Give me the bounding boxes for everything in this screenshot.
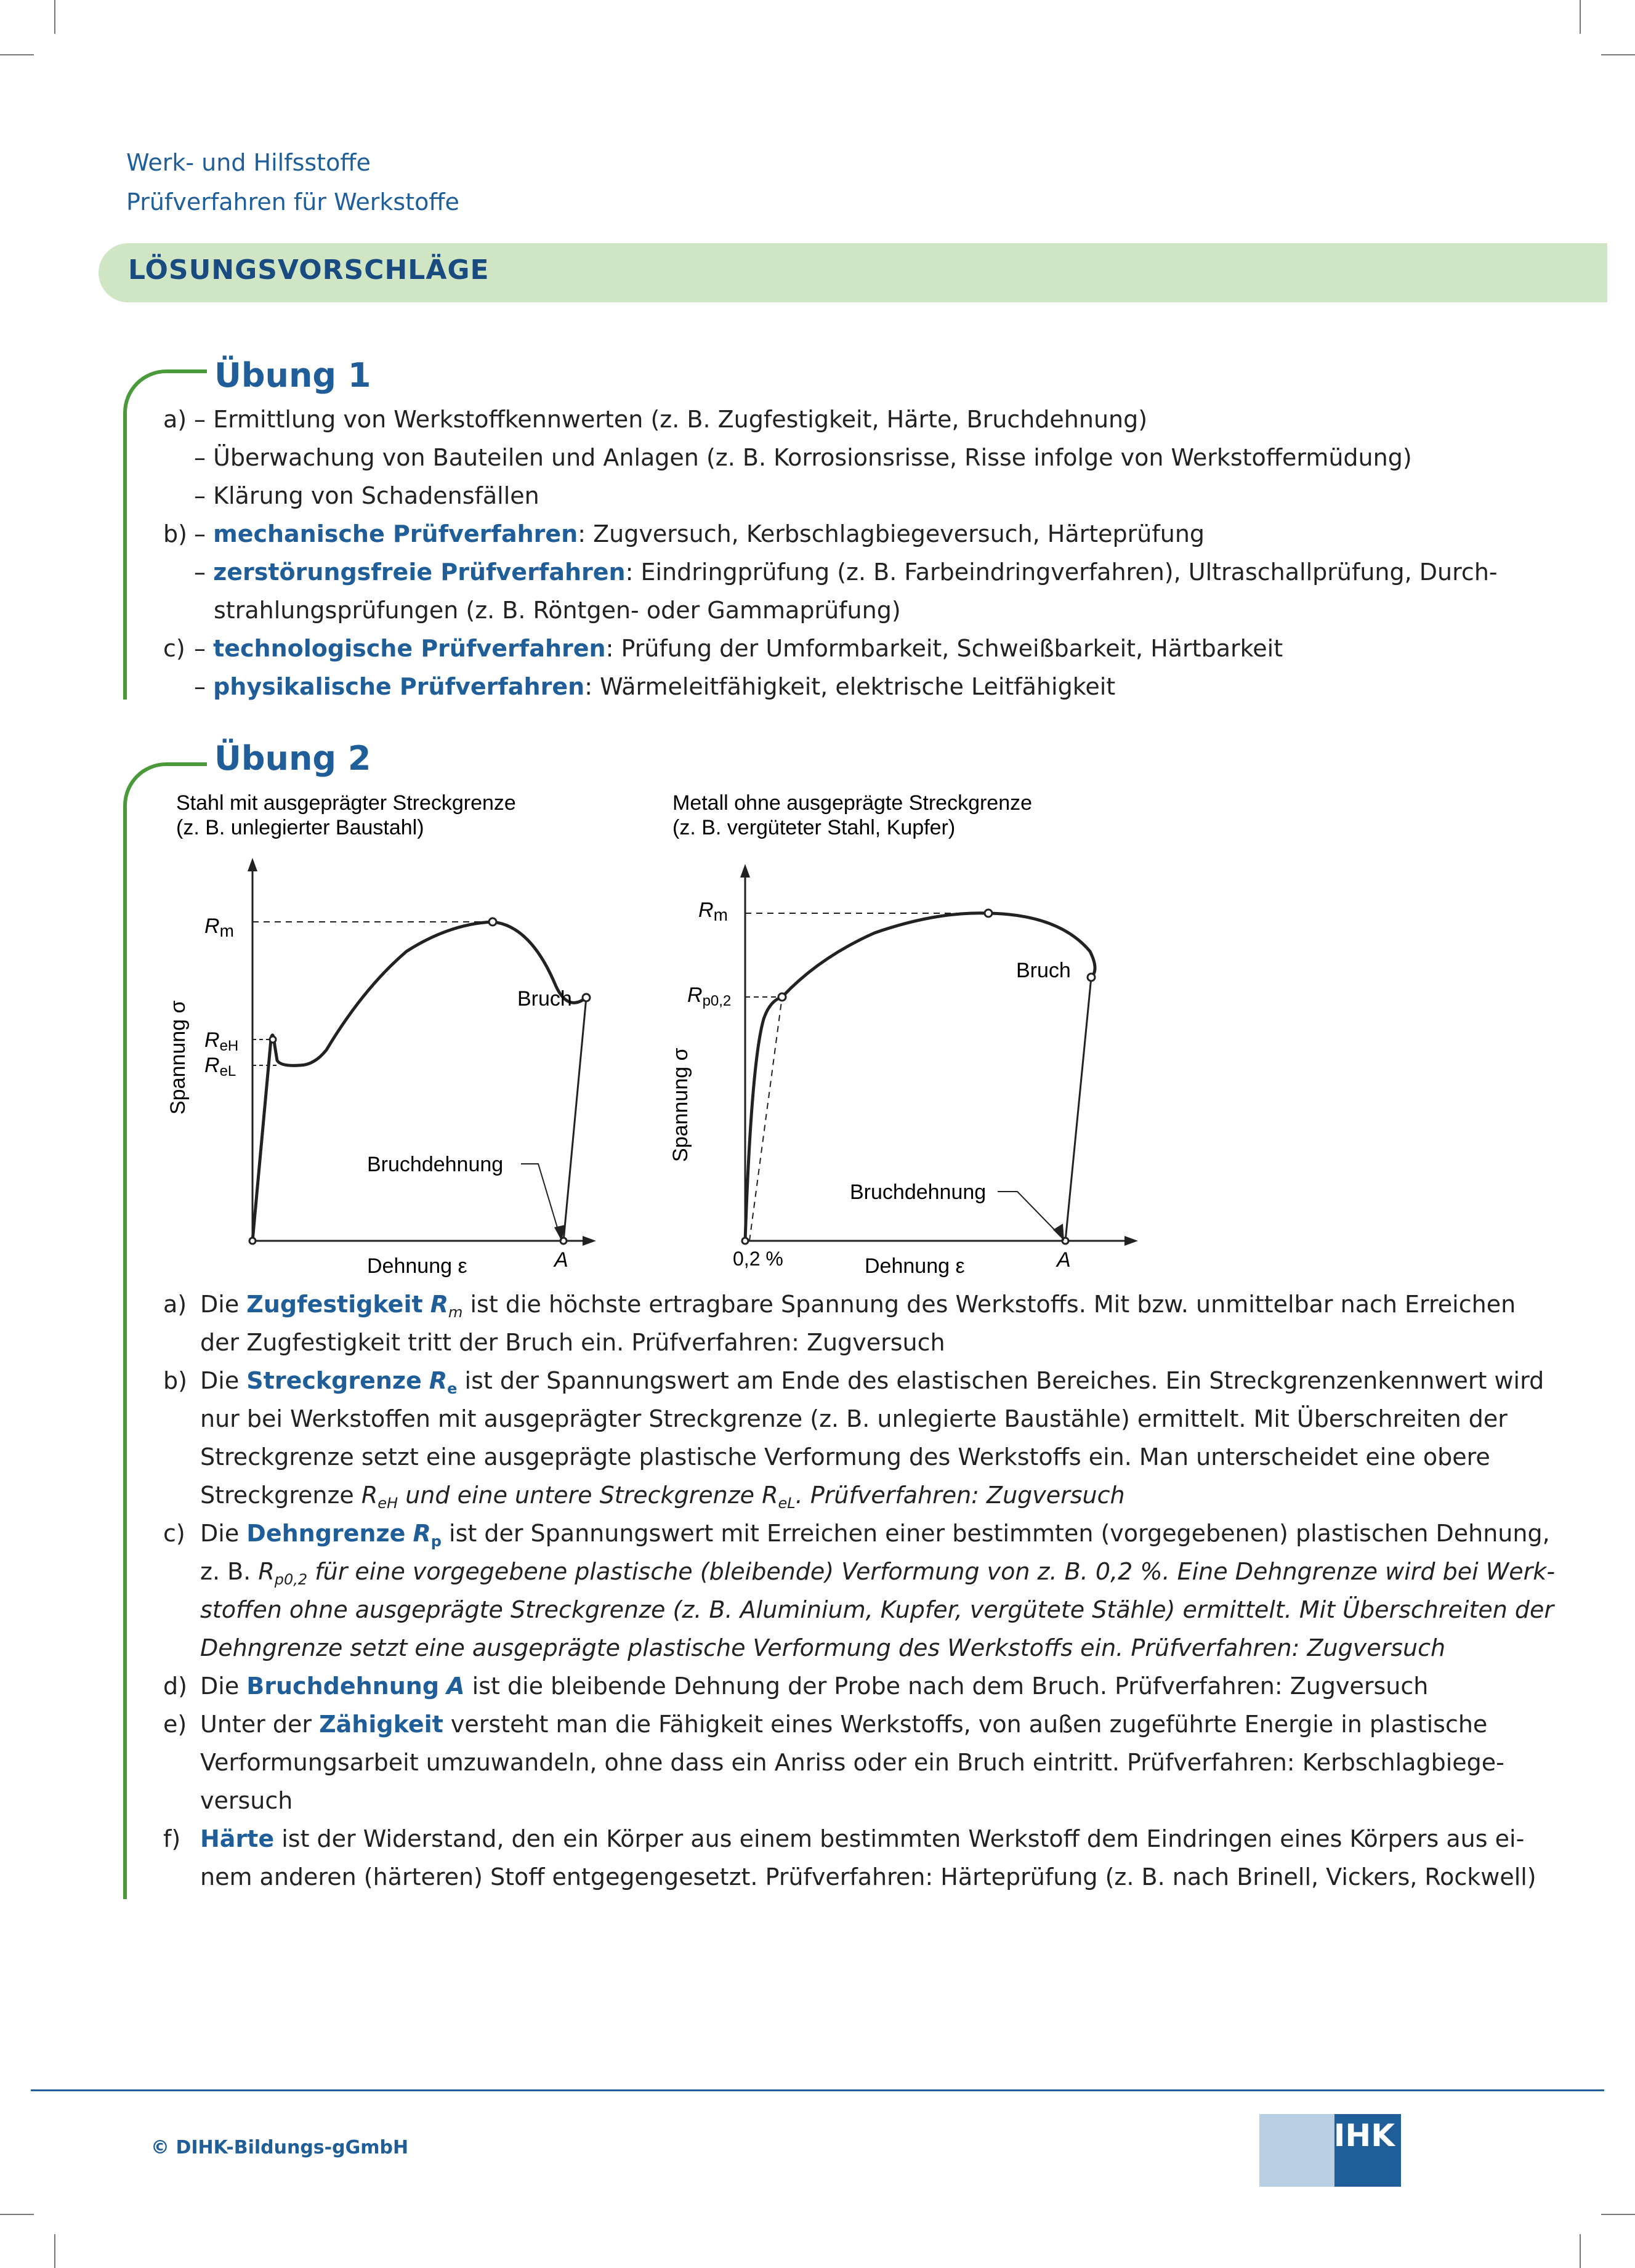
- item-c-label: c): [163, 1520, 185, 1547]
- x-axis-label: Dehnung ε: [865, 1254, 965, 1278]
- y-axis-arrow: [740, 864, 750, 878]
- stress-strain-diagram-left: [160, 785, 604, 1290]
- diagram-left-title-2: (z. B. unlegierter Baustahl): [176, 816, 424, 839]
- item-c-label: c): [163, 635, 185, 662]
- item-c-line-2: – physikalische Prüfverfahren: Wärmeleitfähigkeit, elektrische Leitfähigkeit: [194, 673, 1116, 700]
- item-b-line-2: nur bei Werkstoffen mit ausgeprägter Streckgrenze (z. B. unlegierte Baustähle) ermittelt. Mit Überschreiten der: [200, 1405, 1508, 1432]
- bruchdehnung-arrowhead: [1053, 1224, 1064, 1241]
- bruchdehnung-label: Bruchdehnung: [367, 1153, 504, 1176]
- rp-label: Rp0,2: [687, 983, 732, 1009]
- item-f-line-1: Härte ist der Widerstand, den ein Körper aus einem bestimmten Werkstoff dem Eindringen eines Körpers aus ei-: [200, 1825, 1525, 1852]
- reh-point: [270, 1036, 276, 1043]
- exercise-2-title: Übung 2: [214, 739, 371, 778]
- item-a-label: a): [163, 406, 187, 433]
- rm-point: [985, 910, 992, 917]
- bruch-point: [583, 994, 590, 1001]
- offset-dashed-line: [749, 997, 782, 1241]
- diagram-left-title-1: Stahl mit ausgeprägter Streckgrenze: [176, 791, 516, 815]
- item-a-label: a): [163, 1291, 187, 1318]
- x-axis-label: Dehnung ε: [367, 1254, 467, 1278]
- item-e-label: e): [163, 1711, 187, 1738]
- bruch-point: [1088, 974, 1095, 981]
- bruchdehnung-pointer: [521, 1164, 560, 1238]
- stress-strain-diagram-right: [665, 785, 1158, 1290]
- crop-mark: [1601, 54, 1635, 55]
- y-axis-label: Spannung σ: [166, 1000, 190, 1115]
- offset-label: 0,2 %: [733, 1248, 783, 1270]
- crop-mark: [54, 2234, 55, 2268]
- crop-mark: [1580, 2234, 1581, 2268]
- item-d-label: d): [163, 1673, 187, 1700]
- bruchdehnung-label: Bruchdehnung: [850, 1180, 987, 1204]
- rp-point: [778, 993, 786, 1001]
- origin-point: [249, 1238, 256, 1244]
- item-a-line-1: Die Zugfestigkeit $R_m$ ist die höchste ertragbare Spannung des Werkstoffs. Mit bzw. unmittelbar nach Erreichen: [200, 1291, 1516, 1321]
- footer-divider: [31, 2089, 1604, 2091]
- diagram-right-title-1: Metall ohne ausgeprägte Streckgrenze: [672, 791, 1033, 815]
- y-axis-label: Spannung σ: [669, 1047, 692, 1162]
- ihk-logo-text: IHK: [1333, 2118, 1395, 2153]
- crop-mark: [1601, 2214, 1635, 2215]
- origin-point: [742, 1238, 748, 1244]
- section-banner: [99, 243, 1607, 302]
- reh-label: ReH: [204, 1028, 239, 1054]
- item-a-line-1: – Ermittlung von Werkstoffkennwerten (z. B. Zugfestigkeit, Härte, Bruchdehnung): [194, 406, 1148, 433]
- ihk-logo: [1259, 2114, 1401, 2187]
- item-b-line-3: strahlungsprüfungen (z. B. Röntgen- oder Gammaprüfung): [214, 597, 901, 624]
- item-a-line-3: – Klärung von Schadensfällen: [194, 482, 539, 509]
- item-d-line-1: Die Bruchdehnung A ist die bleibende Dehnung der Probe nach dem Bruch. Prüfverfahren: Zugversuch: [200, 1673, 1429, 1700]
- header-line-1: Werk- und Hilfsstoffe: [126, 149, 371, 176]
- item-a-line-2: der Zugfestigkeit tritt der Bruch ein. Prüfverfahren: Zugversuch: [200, 1329, 945, 1356]
- y-axis-arrow: [248, 858, 257, 871]
- banner-title: LÖSUNGSVORSCHLÄGE: [128, 254, 490, 286]
- item-f-label: f): [163, 1825, 181, 1852]
- bruch-label: Bruch: [1016, 959, 1071, 982]
- item-b-line-1: – mechanische Prüfverfahren: Zugversuch, Kerbschlagbiegeversuch, Härteprüfung: [194, 520, 1205, 547]
- item-e-line-3: versuch: [200, 1787, 293, 1814]
- exercise-1-title: Übung 1: [214, 356, 371, 395]
- a-label: A: [1057, 1248, 1071, 1272]
- item-c-line-2: z. B. $R_{p0,2}$ für eine vorgegebene plastische (bleibende) Verformung von z. B. 0,2 %. Eine Dehngrenze wird bei Werk-: [200, 1558, 1556, 1588]
- item-a-line-2: – Überwachung von Bauteilen und Anlagen (z. B. Korrosionsrisse, Risse infolge von Werkstoffermüdung): [194, 444, 1412, 471]
- item-b-label: b): [163, 1367, 187, 1394]
- item-e-line-2: Verformungsarbeit umzuwandeln, ohne dass ein Anriss oder ein Bruch eintritt. Prüfverfahren: Kerbschlagbiege-: [200, 1749, 1504, 1776]
- rm-label: Rm: [204, 914, 234, 940]
- item-c-line-4: Dehngrenze setzt eine ausgeprägte plastische Verformung des Werkstoffs ein. Prüfverfahren: Zugversuch: [200, 1634, 1446, 1661]
- exercise-1-content: [163, 400, 1498, 708]
- item-e-line-1: Unter der Zähigkeit versteht man die Fähigkeit eines Werkstoffs, von außen zugeführte Energie in plastische: [200, 1711, 1488, 1738]
- rel-label: ReL: [204, 1054, 236, 1080]
- item-b-label: b): [163, 520, 187, 547]
- rm-label: Rm: [698, 898, 728, 924]
- header-line-2: Prüfverfahren für Werkstoffe: [126, 188, 459, 216]
- x-axis-arrow: [583, 1236, 596, 1246]
- elastic-unloading-line: [1065, 977, 1091, 1241]
- crop-mark: [1580, 0, 1581, 34]
- exercise-2-content: [163, 1285, 1556, 1901]
- bruchdehnung-pointer: [998, 1192, 1062, 1238]
- elastic-unloading-line: [563, 998, 586, 1241]
- item-c-line-1: Die Dehngrenze $R_p$ ist der Spannungswert mit Erreichen einer bestimmten (vorgegebenen) plastischen Dehnung,: [200, 1520, 1550, 1550]
- item-c-line-1: – technologische Prüfverfahren: Prüfung der Umformbarkeit, Schweißbarkeit, Härtbarkeit: [194, 635, 1283, 662]
- item-c-line-3: stoffen ohne ausgeprägte Streckgrenze (z. B. Aluminium, Kupfer, vergütete Stähle) ermittelt. Mit Überschreiten der: [200, 1596, 1554, 1623]
- a-label: A: [554, 1248, 568, 1272]
- diagram-right-title-2: (z. B. vergüteter Stahl, Kupfer): [672, 816, 956, 839]
- item-b-line-1: Die Streckgrenze $R_e$ ist der Spannungswert am Ende des elastischen Bereiches. Ein Streckgrenzenkennwert wird: [200, 1367, 1544, 1397]
- crop-mark: [0, 54, 34, 55]
- item-b-line-4: Streckgrenze $R_{eH}$ und eine untere Streckgrenze $R_{eL}$. Prüfverfahren: Zugversuch: [200, 1482, 1125, 1512]
- bruch-label: Bruch: [517, 987, 572, 1011]
- crop-mark: [0, 2214, 34, 2215]
- rm-point: [489, 918, 496, 926]
- item-b-line-3: Streckgrenze setzt eine ausgeprägte plastische Verformung des Werkstoffs ein. Man unterscheidet eine obere: [200, 1443, 1490, 1471]
- item-b-line-2: – zerstörungsfreie Prüfverfahren: Eindringprüfung (z. B. Farbeindringverfahren), Ultraschallprüfung, Durch-: [194, 559, 1498, 586]
- x-axis-arrow: [1124, 1236, 1138, 1246]
- page-header: [126, 143, 459, 222]
- item-f-line-2: nem anderen (härteren) Stoff entgegengesetzt. Prüfverfahren: Härteprüfung (z. B. nach Brinell, Vickers, Rockwell): [200, 1863, 1536, 1891]
- crop-mark: [54, 0, 55, 34]
- copyright: © DIHK-Bildungs-gGmbH: [151, 2137, 409, 2158]
- stress-strain-curve: [252, 922, 586, 1241]
